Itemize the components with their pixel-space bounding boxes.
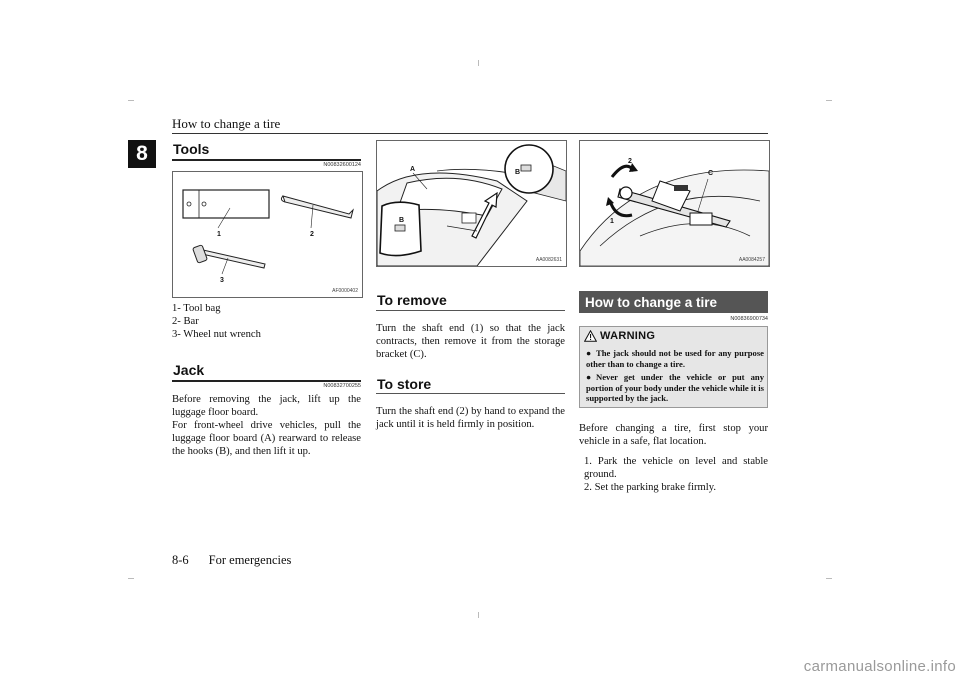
jack-paragraph-2: For front-wheel drive vehicles, pull the luggage floor board (A) rearward to release the hooks (B), and then lift it up. <box>172 420 361 457</box>
tools-figure <box>172 171 363 298</box>
warning-box <box>579 326 768 408</box>
header-rule <box>172 133 768 134</box>
tool-bag-shape <box>183 190 269 218</box>
warning-triangle-icon <box>584 330 597 342</box>
page-footer <box>172 553 291 568</box>
tools-list-item: 3- Wheel nut wrench <box>172 329 261 340</box>
board-callout: A <box>410 166 416 173</box>
tools-callout: 2 <box>310 231 314 238</box>
crop-mark <box>478 60 479 66</box>
to-store-rule <box>376 393 565 394</box>
footer-section: For emergencies <box>208 553 292 567</box>
jack-board-figure <box>376 140 567 267</box>
jack-paragraph <box>172 393 361 458</box>
warning-item <box>586 372 764 404</box>
chapter-tab: 8 <box>128 140 156 168</box>
tools-heading-rule <box>172 159 361 161</box>
crop-mark <box>478 612 479 618</box>
warning-title-text: WARNING <box>600 330 656 342</box>
change-step: 2. Set the parking brake firmly. <box>584 482 716 493</box>
jack-board-illustration <box>377 141 566 266</box>
crop-mark <box>826 578 832 579</box>
bracket-callout: 2 <box>628 158 632 165</box>
tools-illustration <box>173 172 362 297</box>
figure-id: AA0084257 <box>738 257 765 263</box>
crop-mark <box>128 100 134 101</box>
board-callout: B <box>515 169 521 176</box>
to-remove-rule <box>376 310 565 311</box>
bullet-icon: ● <box>586 372 592 382</box>
change-step: 1. Park the vehicle on level and stable ground. <box>584 456 768 480</box>
jack-paragraph-1: Before removing the jack, lift up the luggage floor board. <box>172 394 361 418</box>
how-to-change-heading: How to change a tire <box>579 291 768 313</box>
bracket-callout: C <box>708 170 714 177</box>
tools-code: N00832600124 <box>323 162 361 168</box>
tools-callout: 3 <box>220 277 224 284</box>
jack-bracket-figure <box>579 140 770 267</box>
change-intro: Before changing a tire, first stop your vehicle in a safe, flat location. <box>579 423 768 447</box>
to-store-text: Turn the shaft end (2) by hand to expand the jack until it is held firmly in position. <box>376 406 565 430</box>
jack-heading-rule <box>172 380 361 382</box>
board-callout: B <box>399 217 405 224</box>
how-to-change-code: N00836900734 <box>730 316 768 322</box>
jack-heading: Jack <box>173 362 205 378</box>
crop-mark <box>128 578 134 579</box>
warning-item <box>586 348 764 369</box>
warning-item-text: The jack should not be used for any purpose other than to change a tire. <box>586 348 764 369</box>
warning-title <box>584 330 655 342</box>
to-store-heading: To store <box>377 376 432 392</box>
jack-code: N00832700255 <box>323 383 361 389</box>
tools-list-item: 2- Bar <box>172 316 199 327</box>
figure-id: AF0000402 <box>332 288 358 294</box>
watermark: carmanualsonline.info <box>803 658 956 675</box>
page-number: 8-6 <box>172 553 189 567</box>
to-remove-heading: To remove <box>377 292 447 308</box>
warning-item-text: Never get under the vehicle or put any portion of your body under the vehicle while it is supported by the jack. <box>586 372 765 403</box>
tools-callout: 1 <box>217 231 221 238</box>
bar-shape <box>283 196 353 218</box>
tools-list-item: 1- Tool bag <box>172 303 221 314</box>
bullet-icon: ● <box>586 348 592 358</box>
wheel-nut-wrench-shape <box>202 250 265 268</box>
crop-mark <box>826 100 832 101</box>
page-header-title: How to change a tire <box>172 116 281 131</box>
jack-bracket-illustration <box>580 141 769 266</box>
figure-id: AA0082631 <box>535 257 562 263</box>
tools-heading: Tools <box>173 141 210 157</box>
to-remove-text: Turn the shaft end (1) so that the jack contracts, then remove it from the storage bracket (C). <box>376 323 565 360</box>
bracket-callout: 1 <box>610 218 614 225</box>
